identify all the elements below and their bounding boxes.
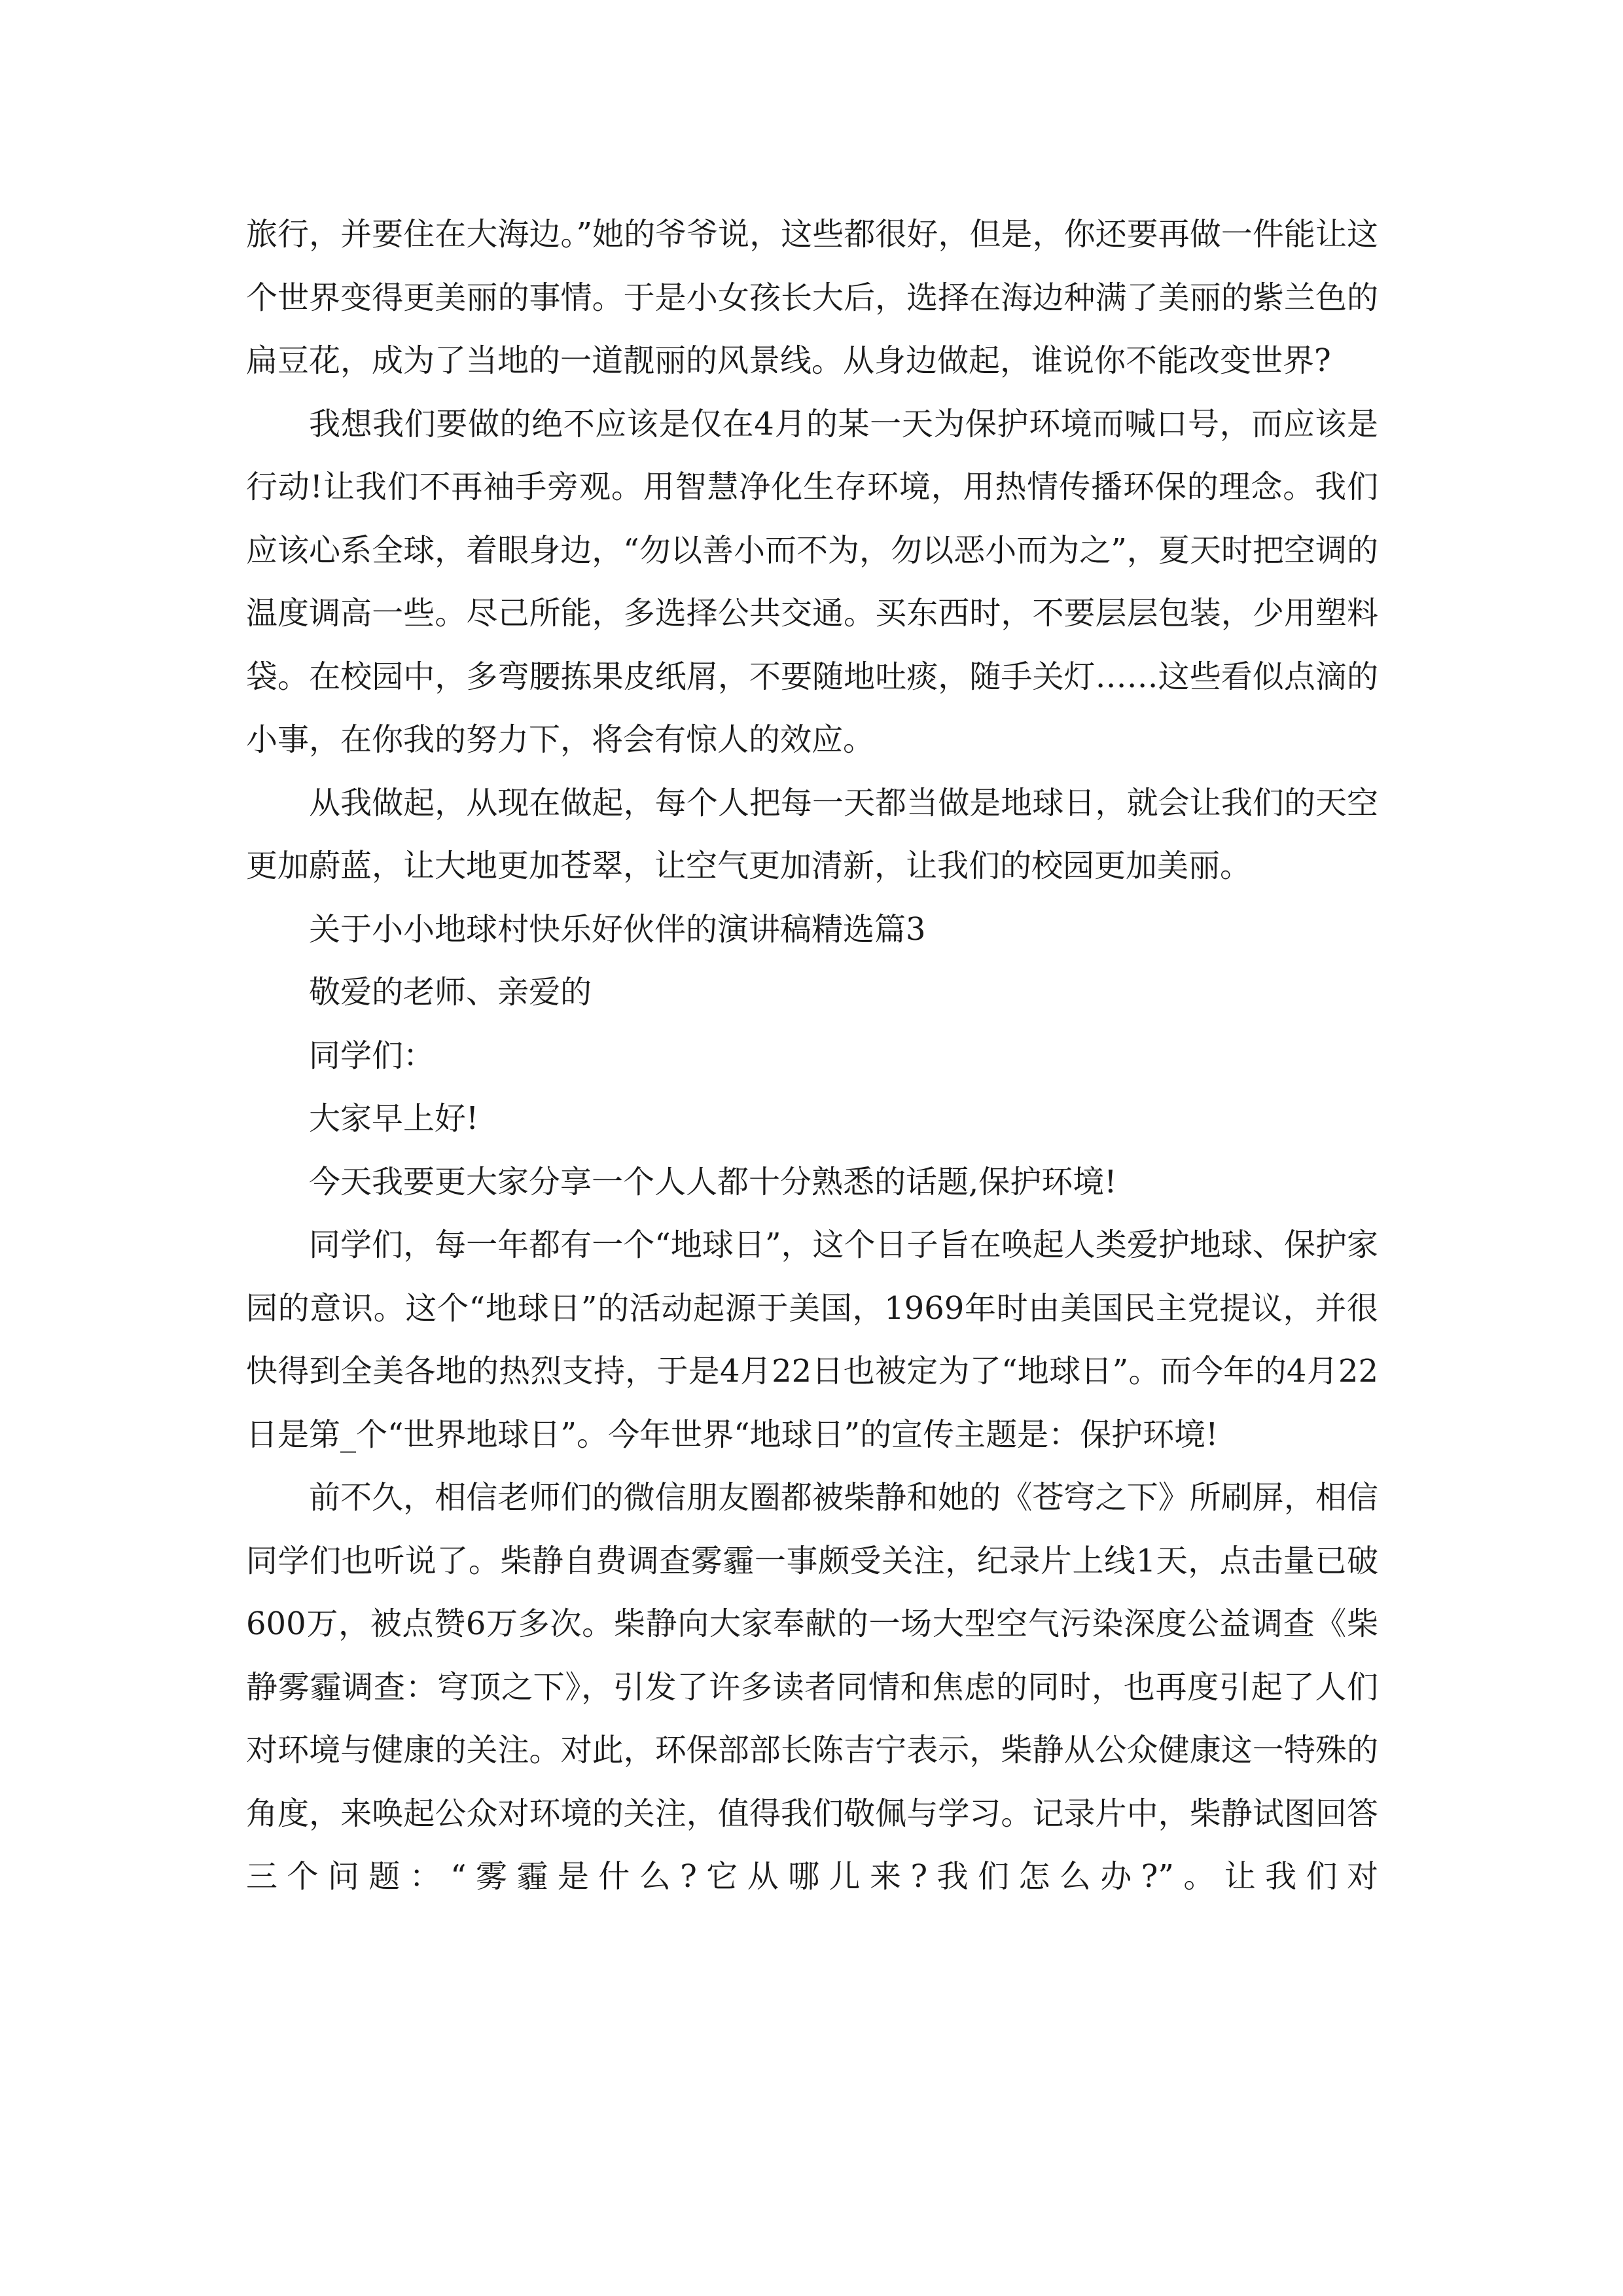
paragraph-start-from-me: 从我做起，从现在做起，每个人把每一天都当做是地球日，就会让我们的天空更加蔚蓝，让大地更加苍翠，让空气更加清新，让我们的校园更加美丽。 xyxy=(246,784,1378,884)
section-heading: 关于小小地球村快乐好伙伴的演讲稿精选篇3 xyxy=(309,910,926,948)
paragraph-action: 我想我们要做的绝不应该是仅在4月的某一天为保护环境而喊口号，而应该是行动!让我们不再袖手旁观。用智慧净化生存环境，用热情传播环保的理念。我们应该心系全球，着眼身边，“勿以善小而不为，勿以恶小而为之”，夏天时把空调的温度调高一些。尽己所能，多选择公共交通。买东西时，不要层层包装，少用塑料袋。在校园中，多弯腰拣果皮纸屑，不要随地吐痰，随手关灯……这些看似点滴的小事，在你我的努力下，将会有惊人的效应。 xyxy=(246,405,1378,758)
greeting: 大家早上好! xyxy=(309,1100,479,1137)
salutation-line-2: 同学们： xyxy=(309,1037,435,1074)
document-body xyxy=(246,203,1378,1909)
paragraph-under-the-dome: 前不久，相信老师们的微信朋友圈都被柴静和她的《苍穹之下》所刷屏，相信同学们也听说了。柴静自费调查雾霾一事颇受关注，纪录片上线1天，点击量已破600万，被点赞6万多次。柴静向大家奉献的一场大型空气污染深度公益调查《柴静雾霾调查：穹顶之下》，引发了许多读者同情和焦虑的同时，也再度引起了人们对环境与健康的关注。对此，环保部部长陈吉宁表示，柴静从公众健康这一特殊的角度，来唤起公众对环境的关注，值得我们敬佩与学习。记录片中，柴静试图回答三个问题：“雾霾是什么?它从哪儿来?我们怎么办?”。让我们对 xyxy=(246,1479,1378,1895)
topic-intro: 今天我要更大家分享一个人人都十分熟悉的话题,保护环境! xyxy=(309,1163,1117,1200)
paragraph-earth-day: 同学们，每一年都有一个“地球日”，这个日子旨在唤起人类爱护地球、保护家园的意识。这个“地球日”的活动起源于美国，1969年时由美国民主党提议，并很快得到全美各地的热烈支持，于是4月22日也被定为了“地球日”。而今年的4月22日是第_个“世界地球日”。今年世界“地球日”的宣传主题是：保护环境! xyxy=(246,1227,1378,1453)
paragraph-continuation: 旅行，并要住在大海边。”她的爷爷说，这些都很好，但是，你还要再做一件能让这个世界变得更美丽的事情。于是小女孩长大后，选择在海边种满了美丽的紫兰色的扁豆花，成为了当地的一道靓丽的风景线。从身边做起，谁说你不能改变世界? xyxy=(246,216,1378,379)
salutation-line-1: 敬爱的老师、亲爱的 xyxy=(309,974,592,1011)
